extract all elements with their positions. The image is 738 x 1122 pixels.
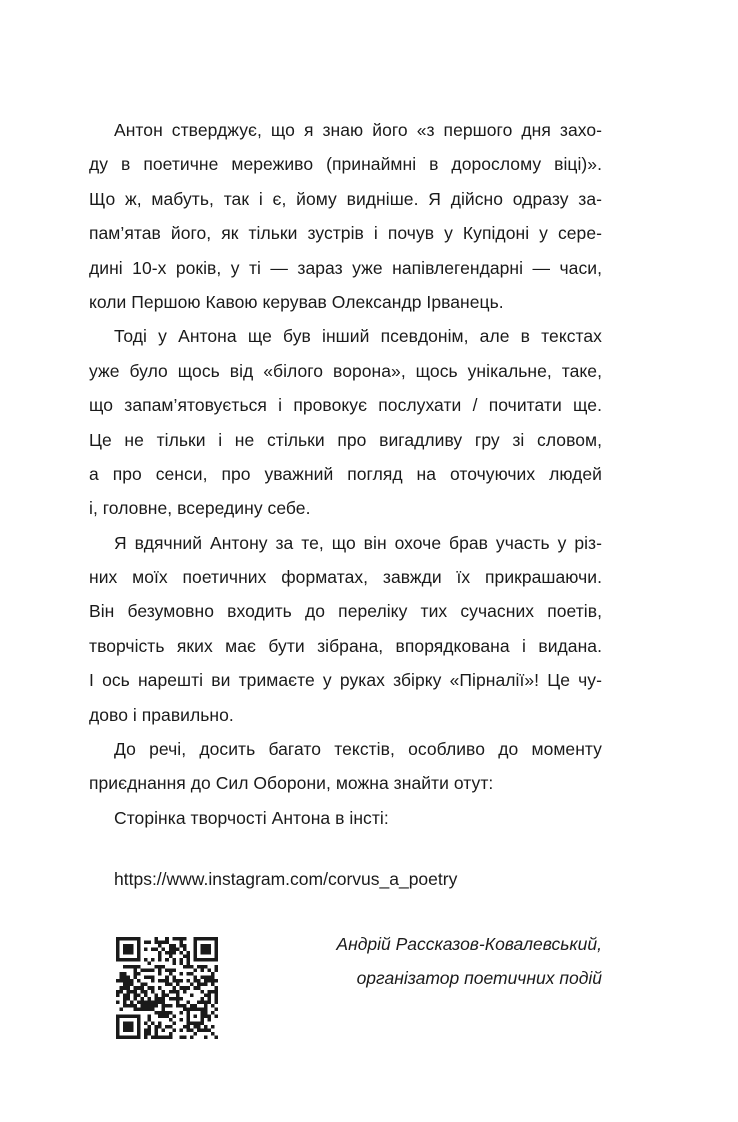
text-line: Тоді у Антона ще був інший псевдонім, але в текстах <box>114 326 602 347</box>
paragraph-4 <box>89 732 602 801</box>
text-line: До речі, досить багато текстів, особливо до моменту <box>114 739 602 760</box>
text-line: а про сенси, про уважний погляд на оточуючих людей <box>89 463 602 484</box>
footer-block <box>89 917 602 1027</box>
signature-name: Андрій Рассказов-Ковалевський, <box>336 933 602 954</box>
text-line: дово і правильно. <box>89 704 234 725</box>
text-line: дині 10-х років, у ті — зараз уже напівлегендарні — часи, <box>89 257 602 278</box>
qr-code-icon[interactable] <box>116 937 218 1039</box>
text-line: Сторінка творчості Антона в інсті: <box>114 807 389 828</box>
text-line: пам’ятав його, як тільки зустрів і почув у Купідоні у сере- <box>89 223 602 244</box>
text-line: Він безумовно входить до переліку тих сучасних поетів, <box>89 601 602 622</box>
text-line: і, головне, всередину себе. <box>89 498 311 519</box>
text-line: що запам’ятовується і провокує послухати / почитати ще. <box>89 395 602 416</box>
text-line: коли Першою Кавою керував Олександр Ірванець. <box>89 291 504 312</box>
paragraph-1 <box>89 113 602 319</box>
text-line: творчість яких має бути зібрана, впорядкована і видана. <box>89 635 602 656</box>
text-line: Антон стверджує, що я знаю його «з першого дня захо- <box>114 120 602 140</box>
text-line: приєднання до Сил Оборони, можна знайти отут: <box>89 773 494 794</box>
signature-role: організатор поетичних подій <box>356 968 602 989</box>
paragraph-2 <box>89 319 602 525</box>
text-line: Що ж, мабуть, так і є, йому видніше. Я дійсно одразу за- <box>89 188 602 209</box>
text-line: ду в поетичне мереживо (принаймні в дорослому віці)». <box>89 154 602 175</box>
paragraph-5 <box>89 801 602 835</box>
text-line: Я вдячний Антону за те, що він охоче брав участь у різ- <box>114 532 602 553</box>
paragraph-3 <box>89 526 602 732</box>
text-line: І ось нарешті ви тримаєте у руках збірку «Пірналії»! Це чу- <box>89 670 602 691</box>
text-line: уже було щось від «білого ворона», щось унікальне, таке, <box>89 360 602 381</box>
instagram-link[interactable]: https://www.instagram.com/corvus_a_poetry <box>114 869 458 890</box>
text-block <box>89 113 602 1027</box>
signature <box>336 927 602 996</box>
text-line: Це не тільки і не стільки про вигадливу гру зі словом, <box>89 429 602 450</box>
text-line: них моїх поетичних форматах, завжди їх прикрашаючи. <box>89 567 602 588</box>
